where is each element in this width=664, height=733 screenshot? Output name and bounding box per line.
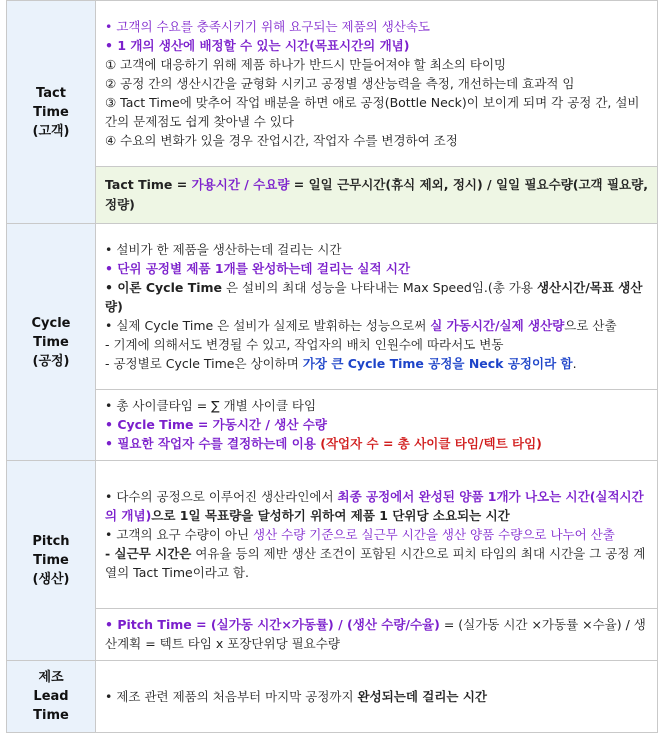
- desc-highlight: 실 가동시간/실제 생산량: [430, 317, 565, 333]
- desc-text: 은 설비의 최대 성능을 나타내는 Max Speed임.(총 가용: [222, 279, 537, 295]
- desc-text: • 실제 Cycle Time 은 설비가 실제로 발휘하는 성능으로써: [105, 317, 431, 333]
- desc-text: • 다수의 공정으로 이루어진 생산라인에서: [105, 488, 338, 504]
- desc-text: 으로 산출: [564, 317, 617, 333]
- formula-rest: = (실가동 시간 ×가동률 ×수율) / 생산계획 = 텍트 타임 x 포장단위당 필요수량: [105, 617, 646, 651]
- desc-line: [105, 525, 649, 544]
- header-line: (고객): [32, 123, 70, 139]
- formula-highlight: • Pitch Time = (실가동 시간×가동률) / (생산 수량/수율): [105, 617, 440, 632]
- desc-highlight: 가장 큰 Cycle Time 공정을 Neck 공정이라 함: [302, 355, 573, 371]
- tact-time-header: [7, 1, 96, 224]
- desc-line: • 1 개의 생산에 배정할 수 있는 시간(목표시간의 개념): [105, 37, 410, 53]
- desc-bold: • 이론 Cycle Time: [105, 279, 223, 295]
- desc-highlight: 최종 공정에서 완성된 양품 1개가 나오는 시간(실적시간의 개념): [105, 488, 644, 523]
- desc-line: [105, 354, 649, 373]
- header-line: Cycle: [31, 315, 71, 331]
- formula-highlight: 가용시간 / 수요량: [191, 177, 290, 192]
- summary-highlight: • 필요한 작업자 수를 결정하는데 이용: [105, 436, 321, 451]
- header-line: Time: [33, 708, 69, 723]
- desc-text: • 고객의 요구 수량이 아닌: [105, 526, 253, 542]
- desc-line: [105, 544, 649, 582]
- desc-line: [105, 487, 649, 525]
- pitch-time-formula: [96, 609, 658, 661]
- header-line: Time: [33, 104, 69, 120]
- tact-time-row: [7, 1, 658, 167]
- time-concepts-table: [6, 0, 658, 733]
- pitch-time-header: [7, 461, 96, 661]
- header-line: (공정): [32, 353, 70, 369]
- header-line: Lead: [33, 689, 69, 704]
- tact-time-formula: [96, 167, 658, 224]
- desc-text: • 제조 관련 제품의 처음부터 마지막 공정까지: [105, 688, 358, 704]
- desc-line: ① 고객에 대응하기 위해 제품 하나가 반드시 만들어져야 할 최소의 타이밍: [105, 56, 507, 72]
- summary-line: • Cycle Time = 가동시간 / 생산 수량: [105, 417, 327, 432]
- desc-line: ④ 수요의 변화가 있을 경우 잔업시간, 작업자 수를 변경하여 조정: [105, 132, 458, 148]
- lead-time-header: [7, 661, 96, 733]
- lead-time-row: [7, 661, 658, 733]
- summary-line: [105, 434, 649, 453]
- formula-rest: = 일일 근무시간(휴식 제외, 정시) / 일일 필요수량(고객 필요량, 정량): [105, 177, 648, 212]
- header-line: (생산): [32, 572, 70, 587]
- pitch-time-row: [7, 461, 658, 609]
- cycle-time-row: [7, 224, 658, 390]
- desc-line: [105, 687, 649, 706]
- desc-line: • 고객의 수요를 충족시키기 위해 요구되는 제품의 생산속도: [105, 18, 430, 34]
- formula-label: Tact Time =: [105, 177, 192, 192]
- cycle-time-summary-row: [7, 390, 658, 461]
- desc-bold: 생산시간/목표 생산량): [105, 279, 643, 314]
- cycle-time-description: [96, 224, 658, 390]
- desc-highlight: 생산 수량 기준으로 실근무 시간을 생산 양품 수량으로 나누어 산출: [253, 526, 615, 542]
- desc-line: [105, 278, 649, 316]
- header-line: Pitch: [32, 534, 70, 549]
- desc-bold: 으로 1일 목표량을 달성하기 위하여 제품 1 단위당 소요되는 시간: [151, 507, 510, 523]
- pitch-time-formula-row: [7, 609, 658, 661]
- desc-line: ③ Tact Time에 맞추어 작업 배분을 하면 애로 공정(Bottle Neck)이 보이게 되며 각 공정 간, 설비 간의 문제점도 쉽게 찾아낼 수 있다: [105, 94, 640, 129]
- desc-line: • 단위 공정별 제품 1개를 완성하는데 걸리는 실적 시간: [105, 260, 411, 276]
- lead-time-description: [96, 661, 658, 733]
- desc-line: • 설비가 한 제품을 생산하는데 걸리는 시간: [105, 241, 342, 257]
- header-line: Time: [33, 553, 69, 568]
- desc-line: - 기계에 의해서도 변경될 수 있고, 작업자의 배치 인원수에 따라서도 변동: [105, 336, 504, 352]
- header-line: Tact: [36, 85, 66, 101]
- cycle-time-summary: [96, 390, 658, 461]
- header-line: 제조: [38, 670, 64, 685]
- header-line: Time: [33, 334, 69, 350]
- desc-text: - 공정별로 Cycle Time은 상이하며: [105, 355, 303, 371]
- summary-highlight-red: (작업자 수 = 총 사이클 타임/텍트 타임): [320, 436, 542, 451]
- pitch-time-description: [96, 461, 658, 609]
- desc-text: 여유율 등의 제반 생산 조건이 포함된 시간으로 피치 타임의 최대 시간을 그 공정 계열의 Tact Time이라고 함.: [105, 545, 646, 580]
- desc-line: ② 공정 간의 생산시간을 균형화 시키고 공정별 생산능력을 측정, 개선하는데 효과적 임: [105, 75, 575, 91]
- summary-line: • 총 사이클타임 = ∑ 개별 사이클 타임: [105, 398, 317, 413]
- tact-time-description: [96, 1, 658, 167]
- cycle-time-header: [7, 224, 96, 461]
- tact-time-formula-row: [7, 167, 658, 224]
- desc-bold: 완성되는데 걸리는 시간: [357, 688, 488, 704]
- desc-line: [105, 316, 649, 335]
- desc-bold: - 실근무 시간은: [105, 545, 192, 561]
- desc-text: .: [572, 355, 577, 371]
